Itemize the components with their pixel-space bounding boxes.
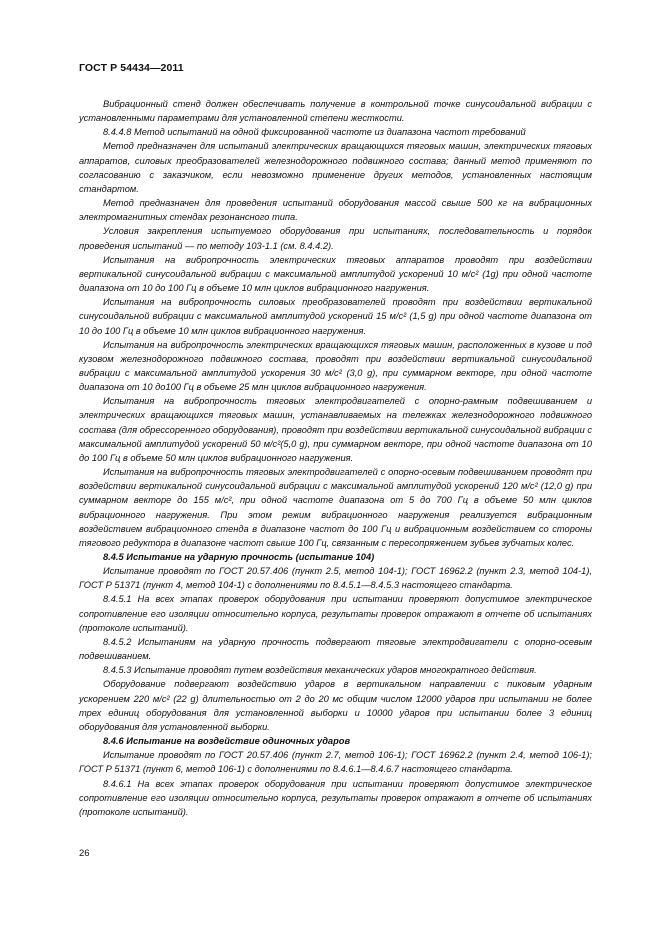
paragraph: Испытания на вибропрочность тяговых электродвигателей с опорно-рамным подвешиванием и электрических вращающихся тяговых машин, устанавливаемых на тележках железнодорожного подвижного состава (для обрессоренного оборудования), проводят при воздействии вертикальной синусоидальной вибрации с максимальной амплитудой ускорений 50 м/с²(5,0 g), при суммарном векторе, при одной частоте диапазона от 10 до 100 Гц в объеме 50 млн циклов вибрационного нагружения. — [79, 396, 592, 463]
section-heading: 8.4.6 Испытание на воздействие одиночных ударов — [103, 736, 351, 747]
page-number: 26 — [79, 848, 90, 859]
paragraph: Испытание проводят по ГОСТ 20.57.406 (пункт 2.5, метод 104-1); ГОСТ 16962.2 (пункт 2.3, метод 104-1), ГОСТ Р 51371 (пункт 4, метод 104-1) с дополнениями по 8.4.5.1—8.4.5.3 настоящего стандарта. — [79, 566, 592, 591]
paragraph: Испытание проводят по ГОСТ 20.57.406 (пункт 2.7, метод 106-1); ГОСТ 16962.2 (пункт 2.4, метод 106-1); ГОСТ Р 51371 (пункт 6, метод 106-1) с дополнениями по 8.4.6.1—8.4.6.7 настоящего стандарта. — [79, 750, 592, 775]
paragraph: Условия закрепления испытуемого оборудования при испытаниях, последовательность и порядок проведения испытаний — по методу 103-1.1 (см. 8.4.4.2). — [79, 226, 592, 251]
document-body — [79, 97, 592, 819]
paragraph: Метод предназначен для испытаний электрических вращающихся тяговых машин, электрических тяговых аппаратов, силовых преобразователей железнодорожного подвижного состава; данный метод применяют по согласованию с заказчиком, если невозможно применение других методов, установленных настоящим стандартом. — [79, 141, 592, 194]
paragraph: Оборудование подвергают воздействию ударов в вертикальном направлении с пиковым ударным ускорением 220 м/с² (22 g) длительностью от 2 до 20 мс общим числом 12000 ударов при испытании не более трех единиц оборудования для установленной выборки и 10000 ударов при испытании более 3 единиц оборудования для установленной выборки. — [79, 679, 592, 732]
paragraph: 8.4.5.2 Испытаниям на ударную прочность подвергают тяговые электродвигатели с опорно-осевым подвешиванием. — [79, 636, 592, 662]
section-heading: 8.4.5 Испытание на ударную прочность (испытание 104) — [103, 552, 375, 562]
paragraph: 8.4.5.1 На всех этапах проверок оборудования при испытании проверяют допустимое электрическое сопротивление его изоляции относительно корпуса, результаты проверок отражают в отчете об испытаниях (протоколе испытаний). — [79, 594, 592, 633]
paragraph: 8.4.6.1 На всех этапах проверок оборудования при испытании проверяют допустимое электрическое сопротивление его изоляции относительно корпуса, результаты проверок отражают в отчете об испытаниях (протоколе испытаний). — [79, 778, 592, 817]
paragraph: Испытания на вибропрочность тяговых электродвигателей с опорно-осевым подвешиванием проводят при воздействии вертикальной синусоидальной вибрации с максимальной амплитудой ускорений 120 м/с² (12,0 g) при суммарном векторе до 155 м/с², при одной частоте диапазона от 5 до 700 Гц в объеме 50 млн циклов вибрационного нагружения. При этом режим вибрационного нагружения реализуется вибрационным воздействием вибрационного стенда в диапазоне частот до 100 Гц и вибрационным воздействием со стороны тягового редуктора в диапазоне частот свыше 100 Гц, связанным с пересопряжением зубьев зубчатых колес. — [79, 467, 592, 548]
paragraph: 8.4.5.3 Испытание проводят путем воздействия механических ударов многократного действия. — [103, 665, 537, 676]
paragraph: Вибрационный стенд должен обеспечивать получение в контрольной точке синусоидальной вибрации с установленными параметрами для установленной степени жесткости. — [79, 99, 592, 124]
paragraph: Испытания на вибропрочность электрических вращающихся тяговых машин, расположенных в кузове и под кузовом железнодорожного подвижного состава, проводят при воздействии вертикальной синусоидальной вибрации с максимальной амплитудой ускорения 30 м/с² (3,0 g), при суммарном векторе, при одной частоте диапазона от 10 до100 Гц в объеме 25 млн циклов вибрационного нагружения. — [79, 339, 592, 393]
document-header: ГОСТ Р 54434—2011 — [79, 62, 184, 74]
paragraph: Метод предназначен для проведения испытаний оборудования массой свыше 500 кг на вибрационных электромагнитных стендах резонансного типа. — [79, 198, 592, 223]
paragraph: Испытания на вибропрочность электрических тяговых аппаратов проводят при воздействии вертикальной синусоидальной вибрации с максимальной амплитудой ускорений 10 м/с² (1g) при одной частоте диапазона от 10 до 100 Гц в объеме 10 млн циклов вибрационного нагружения. — [79, 254, 592, 294]
paragraph: 8.4.4.8 Метод испытаний на одной фиксированной частоте из диапазона частот требований — [103, 127, 526, 138]
paragraph: Испытания на вибропрочность силовых преобразователей проводят при воздействии вертикальной синусоидальной вибрации с максимальной амплитудой ускорений 15 м/с² (1,5 g) при одной частоте диапазона от 10 до 100 Гц в объеме 10 млн циклов вибрационного нагружения. — [79, 297, 592, 336]
